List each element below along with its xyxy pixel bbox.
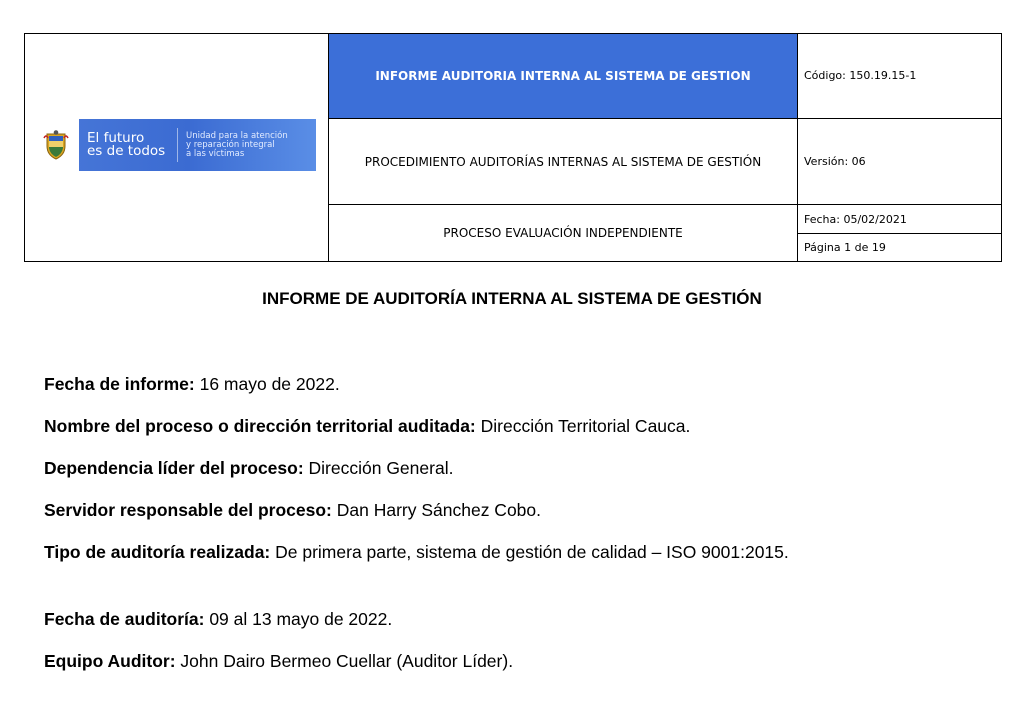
field-label: Fecha de auditoría: xyxy=(44,609,205,629)
document-code: Código: 150.19.15-1 xyxy=(798,34,1002,119)
procedure-name: PROCEDIMIENTO AUDITORÍAS INTERNAS AL SISTEMA DE GESTIÓN xyxy=(329,118,798,205)
field-value: Dirección General. xyxy=(303,458,454,478)
lead-department-field xyxy=(44,457,956,479)
document-header-table xyxy=(24,33,1002,262)
coat-of-arms-icon xyxy=(43,130,69,160)
process-name: PROCESO EVALUACIÓN INDEPENDIENTE xyxy=(329,205,798,262)
audit-type-field xyxy=(44,541,956,563)
field-label: Fecha de informe: xyxy=(44,374,195,394)
field-label: Dependencia líder del proceso: xyxy=(44,458,304,478)
logo-cell xyxy=(25,34,329,262)
field-label: Tipo de auditoría realizada: xyxy=(44,542,271,562)
field-label: Equipo Auditor: xyxy=(44,651,176,671)
logo-separator xyxy=(177,128,178,162)
field-value: Dan Harry Sánchez Cobo. xyxy=(331,500,542,520)
document-title: INFORME DE AUDITORÍA INTERNA AL SISTEMA DE GESTIÓN xyxy=(262,289,762,308)
field-label: Servidor responsable del proceso: xyxy=(44,500,332,520)
page-number: Página 1 de 19 xyxy=(798,233,1002,261)
field-label: Nombre del proceso o dirección territorial auditada: xyxy=(44,416,476,436)
document-date: Fecha: 05/02/2021 xyxy=(798,205,1002,233)
logo-tagline xyxy=(87,132,167,158)
audit-team-field xyxy=(44,650,956,672)
audit-date-field xyxy=(44,608,956,630)
field-value: Dirección Territorial Cauca. xyxy=(475,416,691,436)
document-version: Versión: 06 xyxy=(798,118,1002,205)
report-date-field xyxy=(44,373,956,395)
logo-unit-line: y reparación integral xyxy=(186,139,275,150)
field-value: De primera parte, sistema de gestión de calidad – ISO 9001:2015. xyxy=(270,542,789,562)
field-value: 16 mayo de 2022. xyxy=(194,374,340,394)
logo-unit-line: a las víctimas xyxy=(186,148,245,159)
logo-unit-name xyxy=(186,132,310,159)
logo-tagline-line: El futuro xyxy=(87,130,145,146)
logo-tagline-line: es de todos xyxy=(87,143,166,159)
audited-process-field xyxy=(44,415,956,437)
responsible-officer-field xyxy=(44,499,956,521)
report-title-cell: INFORME AUDITORIA INTERNA AL SISTEMA DE GESTION xyxy=(329,34,798,119)
logo-unit-line: Unidad para la atención xyxy=(186,130,288,141)
logo-emblem-box xyxy=(32,119,79,171)
field-value: John Dairo Bermeo Cuellar (Auditor Líder). xyxy=(175,651,514,671)
field-value: 09 al 13 mayo de 2022. xyxy=(204,609,393,629)
institution-logo xyxy=(32,119,316,171)
